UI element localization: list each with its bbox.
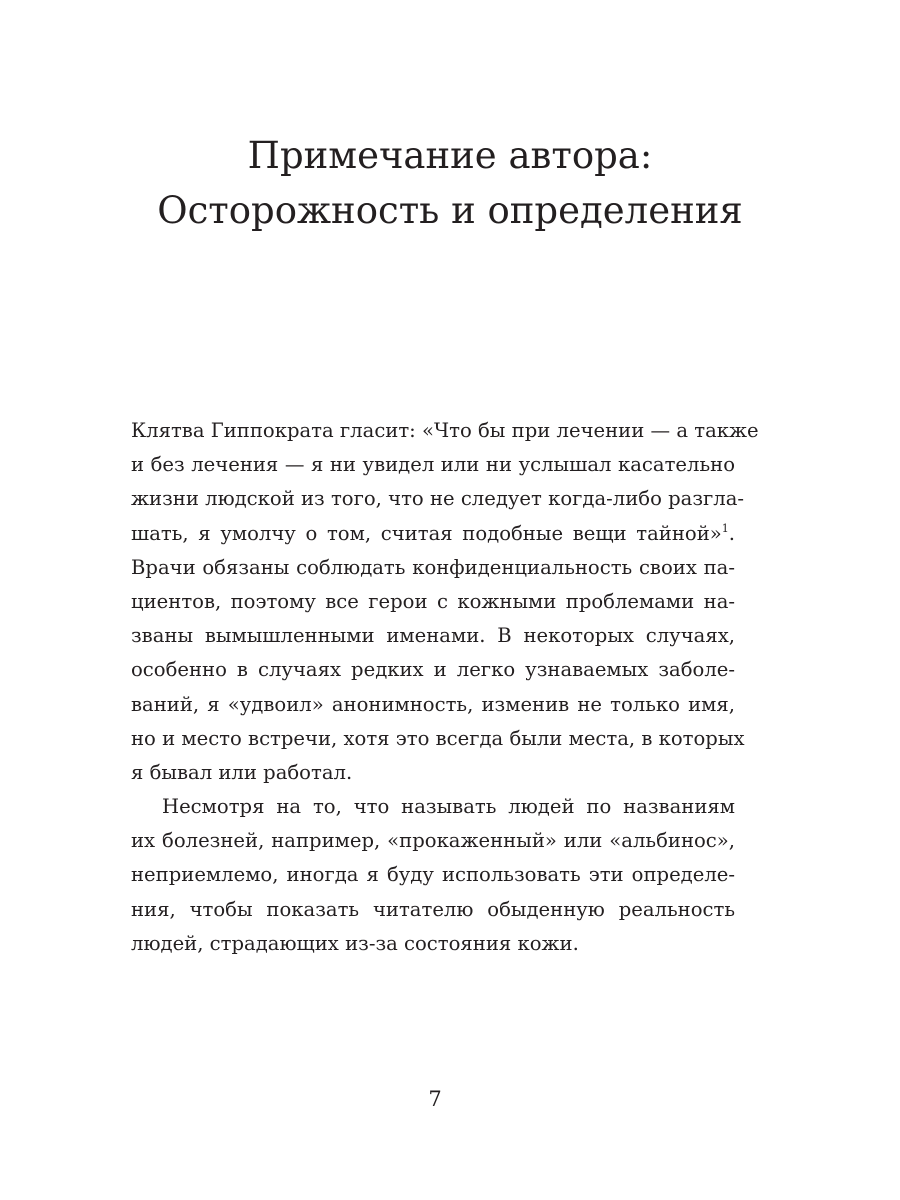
text-line: ваний, я «удвоил» анонимность, изменив не только имя,: [131, 692, 735, 716]
text-line: Врачи обязаны соблюдать конфиденциальность своих па-: [131, 555, 735, 579]
text-line: жизни людской из того, что не следует когда-либо разгла-: [131, 487, 745, 511]
text-line: людей, страдающих из-за состояния кожи.: [131, 931, 579, 955]
body-text: [131, 414, 759, 961]
text-line-with-footnote: [131, 517, 735, 551]
footnote-trailing-punctuation: .: [728, 521, 735, 545]
chapter-title: [100, 128, 800, 238]
chapter-title-line-2: Осторожность и определения: [157, 189, 743, 232]
text-line: циентов, поэтому все герои с кожными проблемами на-: [131, 589, 735, 613]
text-line: и без лечения — я ни увидел или ни услышал касательно: [131, 453, 735, 477]
text-line: но и место встречи, хотя это всегда были места, в которых: [131, 726, 745, 750]
text-line: Клятва Гиппократа гласит: «Что бы при лечении — а также: [131, 419, 759, 442]
text-line: я бывал или работал.: [131, 760, 353, 784]
paragraph-1: [131, 414, 759, 790]
page-number: 7: [428, 1087, 442, 1111]
text-line: их болезней, например, «прокаженный» или «альбинос»,: [131, 829, 735, 853]
text-line: особенно в случаях редких и легко узнаваемых заболе-: [131, 658, 735, 682]
text-line: званы вымышленными именами. В некоторых случаях,: [131, 624, 735, 648]
paragraph-2: [131, 790, 735, 961]
text-line-content: шать, я умолчу о том, считая подобные вещи тайной»: [131, 521, 722, 545]
text-line: неприемлемо, иногда я буду использовать эти определе-: [131, 863, 735, 887]
text-line: ния, чтобы показать читателю обыденную реальность: [131, 897, 735, 921]
chapter-title-line-1: Примечание автора:: [247, 134, 653, 177]
footnote-marker[interactable]: 1: [721, 521, 729, 535]
text-line: Несмотря на то, что называть людей по названиям: [162, 795, 735, 819]
